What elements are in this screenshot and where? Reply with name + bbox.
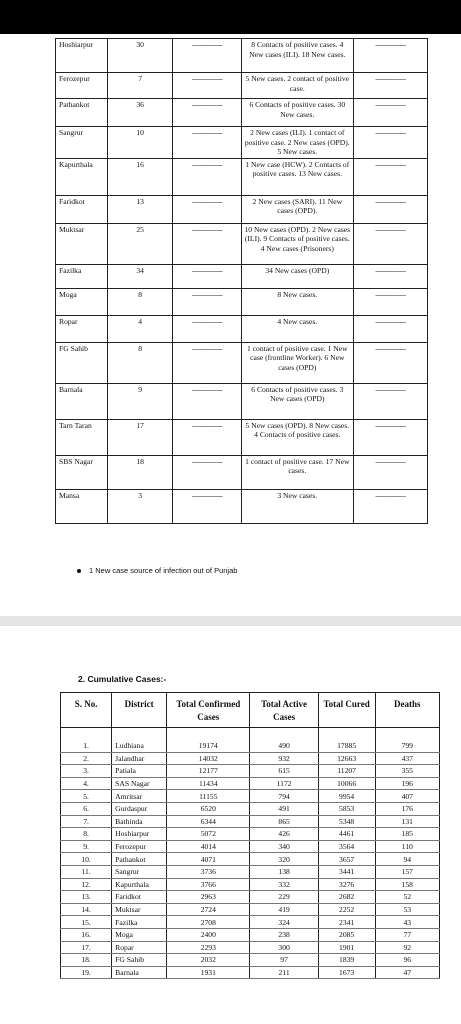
dash-cell: --------------- xyxy=(353,127,427,159)
sno-cell: 9. xyxy=(61,840,112,853)
dash-cell: --------------- xyxy=(173,73,242,99)
deaths-cell: 158 xyxy=(375,878,439,891)
cured-cell: 4461 xyxy=(318,828,375,841)
table-row xyxy=(56,158,428,195)
table-row xyxy=(56,489,428,523)
sno-cell: 8. xyxy=(61,828,112,841)
district-cell: Muktsar xyxy=(56,223,108,264)
table-row xyxy=(56,195,428,223)
document-page-1 xyxy=(0,34,461,616)
count-cell: 36 xyxy=(108,99,173,127)
cured-cell: 9954 xyxy=(318,790,375,803)
district-cell: Faridkot xyxy=(112,891,167,904)
district-cell: Mansa xyxy=(56,489,108,523)
source-description-cell: 5 New cases (OPD). 8 New cases. 4 Contacts of positive cases. xyxy=(241,419,353,455)
dash-cell: --------------- xyxy=(353,99,427,127)
sno-cell: 1. xyxy=(61,740,112,753)
sno-cell: 12. xyxy=(61,878,112,891)
sno-cell: 10. xyxy=(61,853,112,866)
district-cell: Ferozepur xyxy=(56,73,108,99)
table-row xyxy=(56,264,428,288)
active-cell: 491 xyxy=(250,802,318,815)
source-description-cell: 2 New cases (SARI). 11 New cases (OPD). xyxy=(241,195,353,223)
sno-cell: 11. xyxy=(61,865,112,878)
count-cell: 3 xyxy=(108,489,173,523)
deaths-cell: 355 xyxy=(375,765,439,778)
sno-cell: 4. xyxy=(61,777,112,790)
active-cell: 324 xyxy=(250,916,318,929)
cumulative-cases-table-body xyxy=(61,728,440,979)
district-cell: Barnala xyxy=(56,383,108,419)
cured-cell: 10066 xyxy=(318,777,375,790)
district-cell: Pathankot xyxy=(112,853,167,866)
confirmed-cell: 6344 xyxy=(167,815,250,828)
deaths-cell: 53 xyxy=(375,903,439,916)
table-row xyxy=(56,315,428,342)
district-cell: Ferozepur xyxy=(112,840,167,853)
confirmed-cell: 2963 xyxy=(167,891,250,904)
count-cell: 13 xyxy=(108,195,173,223)
count-cell: 18 xyxy=(108,455,173,489)
cured-cell: 2341 xyxy=(318,916,375,929)
confirmed-cell: 1931 xyxy=(167,966,250,979)
cured-cell: 2085 xyxy=(318,928,375,941)
table-row xyxy=(56,455,428,489)
source-description-cell: 6 Contacts of positive cases. 30 New cases. xyxy=(241,99,353,127)
confirmed-cell: 19174 xyxy=(167,740,250,753)
table-row xyxy=(61,802,440,815)
source-description-cell: 8 New cases. xyxy=(241,288,353,315)
active-cell: 97 xyxy=(250,954,318,967)
table-row xyxy=(61,853,440,866)
table-row xyxy=(61,891,440,904)
active-cell: 794 xyxy=(250,790,318,803)
section-title: 2. Cumulative Cases:- xyxy=(78,674,167,684)
document-page-2 xyxy=(0,626,461,1024)
sno-cell: 16. xyxy=(61,928,112,941)
dash-cell: --------------- xyxy=(353,264,427,288)
district-cell: Ropar xyxy=(56,315,108,342)
active-cell: 229 xyxy=(250,891,318,904)
active-cell: 865 xyxy=(250,815,318,828)
dash-cell: --------------- xyxy=(173,383,242,419)
dash-cell: --------------- xyxy=(173,455,242,489)
cured-cell: 3564 xyxy=(318,840,375,853)
count-cell: 4 xyxy=(108,315,173,342)
count-cell: 16 xyxy=(108,158,173,195)
dash-cell: --------------- xyxy=(173,419,242,455)
count-cell: 7 xyxy=(108,73,173,99)
source-description-cell: 2 New cases (ILI). 1 contact of positive case. 2 New cases (OPD). 5 New cases. xyxy=(241,127,353,159)
table-row xyxy=(61,840,440,853)
table-row xyxy=(61,941,440,954)
dash-cell: --------------- xyxy=(173,39,242,73)
confirmed-cell: 2293 xyxy=(167,941,250,954)
district-cell: FG Sahib xyxy=(112,954,167,967)
cured-cell: 1673 xyxy=(318,966,375,979)
district-cell: Moga xyxy=(56,288,108,315)
dash-cell: --------------- xyxy=(353,288,427,315)
header-sno: S. No. xyxy=(61,693,112,728)
active-cell: 332 xyxy=(250,878,318,891)
table-row xyxy=(61,765,440,778)
table-row xyxy=(61,790,440,803)
confirmed-cell: 11434 xyxy=(167,777,250,790)
table-row xyxy=(56,383,428,419)
active-cell: 238 xyxy=(250,928,318,941)
district-cell: Ludhiana xyxy=(112,740,167,753)
active-cell: 320 xyxy=(250,853,318,866)
active-cell: 300 xyxy=(250,941,318,954)
confirmed-cell: 3766 xyxy=(167,878,250,891)
dash-cell: --------------- xyxy=(173,288,242,315)
sno-cell: 15. xyxy=(61,916,112,929)
table-row xyxy=(61,828,440,841)
district-cell: Patiala xyxy=(112,765,167,778)
table-header-row xyxy=(61,693,440,728)
deaths-cell: 437 xyxy=(375,752,439,765)
table-row xyxy=(56,127,428,159)
table-row xyxy=(56,99,428,127)
source-description-cell: 1 contact of positive case. 17 New cases. xyxy=(241,455,353,489)
cured-cell: 5853 xyxy=(318,802,375,815)
cured-cell: 11207 xyxy=(318,765,375,778)
cured-cell: 3441 xyxy=(318,865,375,878)
district-cell: Bathinda xyxy=(112,815,167,828)
confirmed-cell: 2708 xyxy=(167,916,250,929)
active-cell: 490 xyxy=(250,740,318,753)
confirmed-cell: 2032 xyxy=(167,954,250,967)
deaths-cell: 176 xyxy=(375,802,439,815)
dash-cell: --------------- xyxy=(173,195,242,223)
count-cell: 30 xyxy=(108,39,173,73)
active-cell: 138 xyxy=(250,865,318,878)
table-row xyxy=(56,73,428,99)
confirmed-cell: 2400 xyxy=(167,928,250,941)
deaths-cell: 77 xyxy=(375,928,439,941)
sno-cell: 5. xyxy=(61,790,112,803)
active-cell: 1172 xyxy=(250,777,318,790)
district-cell: Tarn Taran xyxy=(56,419,108,455)
sno-cell: 14. xyxy=(61,903,112,916)
dash-cell: --------------- xyxy=(353,419,427,455)
header-district: District xyxy=(112,693,167,728)
deaths-cell: 185 xyxy=(375,828,439,841)
dash-cell: --------------- xyxy=(353,195,427,223)
source-description-cell: 10 New cases (OPD). 2 New cases (ILI). 9 Contacts of positive cases. 4 New cases (Prisoners) xyxy=(241,223,353,264)
header-total-confirmed: Total Confirmed Cases xyxy=(167,693,250,728)
count-cell: 9 xyxy=(108,383,173,419)
cured-cell: 2252 xyxy=(318,903,375,916)
cured-cell: 5348 xyxy=(318,815,375,828)
district-cell: Hoshiarpur xyxy=(56,39,108,73)
source-description-cell: 4 New cases. xyxy=(241,315,353,342)
table-row xyxy=(56,342,428,383)
count-cell: 8 xyxy=(108,342,173,383)
table-spacer-row xyxy=(61,728,440,740)
count-cell: 8 xyxy=(108,288,173,315)
active-cell: 615 xyxy=(250,765,318,778)
district-cell: Pathankot xyxy=(56,99,108,127)
sno-cell: 3. xyxy=(61,765,112,778)
sno-cell: 17. xyxy=(61,941,112,954)
source-description-cell: 1 contact of positive case. 1 New case (frontline Worker). 6 New cases (OPD) xyxy=(241,342,353,383)
bullet-note-text: 1 New case source of infection out of Punjab xyxy=(89,566,238,575)
deaths-cell: 157 xyxy=(375,865,439,878)
count-cell: 10 xyxy=(108,127,173,159)
table-row xyxy=(61,752,440,765)
source-description-cell: 1 New case (HCW). 2 Contacts of positive cases. 13 New cases. xyxy=(241,158,353,195)
bullet-icon xyxy=(77,569,81,573)
district-cell: SAS Nagar xyxy=(112,777,167,790)
count-cell: 17 xyxy=(108,419,173,455)
deaths-cell: 110 xyxy=(375,840,439,853)
deaths-cell: 52 xyxy=(375,891,439,904)
table-row xyxy=(61,954,440,967)
dash-cell: --------------- xyxy=(353,489,427,523)
deaths-cell: 96 xyxy=(375,954,439,967)
count-cell: 34 xyxy=(108,264,173,288)
table-row xyxy=(56,288,428,315)
dash-cell: --------------- xyxy=(353,315,427,342)
district-cell: Ropar xyxy=(112,941,167,954)
district-cell: Kapurthala xyxy=(112,878,167,891)
dash-cell: --------------- xyxy=(173,342,242,383)
source-description-cell: 6 Contacts of positive cases. 3 New cases (OPD) xyxy=(241,383,353,419)
cured-cell: 2682 xyxy=(318,891,375,904)
district-cell: Kapurthala xyxy=(56,158,108,195)
table-row xyxy=(61,903,440,916)
header-total-active: Total Active Cases xyxy=(250,693,318,728)
district-cell: Amritsar xyxy=(112,790,167,803)
district-cell: Sangrur xyxy=(56,127,108,159)
table-row xyxy=(61,916,440,929)
table-row xyxy=(61,966,440,979)
active-cell: 932 xyxy=(250,752,318,765)
deaths-cell: 196 xyxy=(375,777,439,790)
confirmed-cell: 3736 xyxy=(167,865,250,878)
table-row xyxy=(61,815,440,828)
deaths-cell: 47 xyxy=(375,966,439,979)
confirmed-cell: 5072 xyxy=(167,828,250,841)
dash-cell: --------------- xyxy=(173,264,242,288)
sno-cell: 7. xyxy=(61,815,112,828)
confirmed-cell: 4014 xyxy=(167,840,250,853)
dash-cell: --------------- xyxy=(173,315,242,342)
confirmed-cell: 2724 xyxy=(167,903,250,916)
dash-cell: --------------- xyxy=(353,73,427,99)
dash-cell: --------------- xyxy=(353,39,427,73)
dash-cell: --------------- xyxy=(353,223,427,264)
source-description-cell: 3 New cases. xyxy=(241,489,353,523)
district-cell: Faridkot xyxy=(56,195,108,223)
confirmed-cell: 14032 xyxy=(167,752,250,765)
page-separator xyxy=(0,616,461,626)
dash-cell: --------------- xyxy=(353,455,427,489)
table-row xyxy=(61,777,440,790)
confirmed-cell: 4071 xyxy=(167,853,250,866)
dash-cell: --------------- xyxy=(173,127,242,159)
cumulative-cases-table xyxy=(60,692,440,979)
dash-cell: --------------- xyxy=(173,99,242,127)
source-description-cell: 34 New cases (OPD) xyxy=(241,264,353,288)
new-cases-source-table-body xyxy=(56,39,428,524)
sno-cell: 18. xyxy=(61,954,112,967)
active-cell: 340 xyxy=(250,840,318,853)
new-cases-source-table xyxy=(55,38,428,524)
district-cell: Barnala xyxy=(112,966,167,979)
table-row xyxy=(61,740,440,753)
district-cell: Moga xyxy=(112,928,167,941)
sno-cell: 2. xyxy=(61,752,112,765)
confirmed-cell: 11155 xyxy=(167,790,250,803)
active-cell: 426 xyxy=(250,828,318,841)
district-cell: Hoshiarpur xyxy=(112,828,167,841)
cured-cell: 1901 xyxy=(318,941,375,954)
table-row xyxy=(61,878,440,891)
dash-cell: --------------- xyxy=(353,158,427,195)
cured-cell: 3657 xyxy=(318,853,375,866)
district-cell: Fazilka xyxy=(112,916,167,929)
active-cell: 419 xyxy=(250,903,318,916)
sno-cell: 19. xyxy=(61,966,112,979)
sno-cell: 6. xyxy=(61,802,112,815)
deaths-cell: 131 xyxy=(375,815,439,828)
table-row xyxy=(61,865,440,878)
cured-cell: 12663 xyxy=(318,752,375,765)
district-cell: Sangrur xyxy=(112,865,167,878)
dash-cell: --------------- xyxy=(173,489,242,523)
source-description-cell: 5 New cases. 2 contact of positive case. xyxy=(241,73,353,99)
cured-cell: 1839 xyxy=(318,954,375,967)
cured-cell: 3276 xyxy=(318,878,375,891)
dash-cell: --------------- xyxy=(173,158,242,195)
district-cell: Fazilka xyxy=(56,264,108,288)
top-black-bar xyxy=(0,0,461,34)
header-total-cured: Total Cured xyxy=(318,693,375,728)
table-row xyxy=(61,928,440,941)
header-deaths: Deaths xyxy=(375,693,439,728)
district-cell: Jalandhar xyxy=(112,752,167,765)
table-row xyxy=(56,223,428,264)
count-cell: 25 xyxy=(108,223,173,264)
dash-cell: --------------- xyxy=(353,342,427,383)
dash-cell: --------------- xyxy=(353,383,427,419)
deaths-cell: 799 xyxy=(375,740,439,753)
confirmed-cell: 12177 xyxy=(167,765,250,778)
district-cell: FG Sahib xyxy=(56,342,108,383)
deaths-cell: 92 xyxy=(375,941,439,954)
deaths-cell: 94 xyxy=(375,853,439,866)
confirmed-cell: 6520 xyxy=(167,802,250,815)
deaths-cell: 43 xyxy=(375,916,439,929)
district-cell: Gurdaspur xyxy=(112,802,167,815)
district-cell: Muktsar xyxy=(112,903,167,916)
source-description-cell: 8 Contacts of positive cases. 4 New cases (ILI). 18 New cases. xyxy=(241,39,353,73)
bullet-note xyxy=(77,566,237,575)
district-cell: SBS Nagar xyxy=(56,455,108,489)
sno-cell: 13. xyxy=(61,891,112,904)
cured-cell: 17885 xyxy=(318,740,375,753)
table-row xyxy=(56,419,428,455)
table-row xyxy=(56,39,428,73)
dash-cell: --------------- xyxy=(173,223,242,264)
deaths-cell: 407 xyxy=(375,790,439,803)
active-cell: 211 xyxy=(250,966,318,979)
